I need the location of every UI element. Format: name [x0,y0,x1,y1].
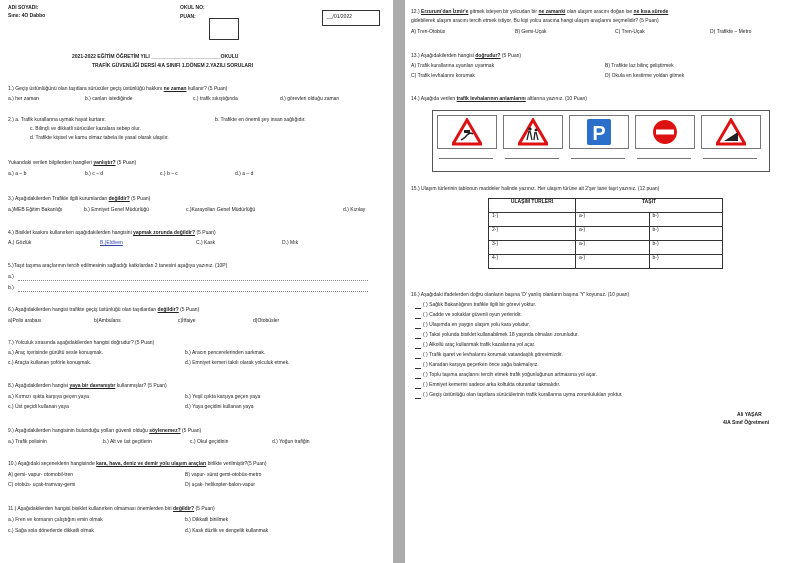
q11-option-d[interactable]: d.) Kask düzlik ve dengelik kullanmak [185,528,269,534]
q11-text: 11.) Aşağıdakilerden hangisi bisiklet kullanırken olmaması önemlerden biri değildir? (5 Puan) [8,506,215,512]
table-row [489,255,723,269]
q6-option-b[interactable]: b)Ambulans [94,318,121,324]
q14-text: 14.) Aşağıda verilen trafik levhalarının anlamlarını altlarına yazınız. (10 Puan) [411,96,587,102]
q10-text: 10.) Aşağıdaki seçeneklerin hangisinde kara, hava, deniz ve demir yolu ulaşım araçları birlikte verilmiştir?(5 Puan) [8,461,267,467]
q6-option-c[interactable]: c)İtfaiye [178,318,196,324]
q8-option-d[interactable]: d.) Yaya geçidini kullanan yaya [185,404,254,410]
q4-option-a[interactable]: A.) Gözlük [8,240,32,246]
slippery-road-icon [452,118,482,146]
q8-option-b[interactable]: b.) Yeşil ışıkta karşıya geçen yaya [185,394,261,400]
q4-option-d[interactable]: D.) Mık [282,240,299,246]
list-item[interactable]: ( ) Ulaşımda en yaygın ulaşım yolu kara yoludur. [423,322,530,328]
q7-option-c[interactable]: c.) Araçta kullanan şoförle konuşmak. [8,360,92,366]
q4-text: 4.) Bisiklet kaskını kullanırken aşağıdakilerden hangisini yapmak zorunda değildir? (5 Puan) [8,230,216,236]
vehicle-b-cell[interactable]: b-) [649,255,723,269]
row-number[interactable]: 1-) [489,213,576,227]
svg-text:P: P [592,123,606,145]
sign-children-crossing [503,115,563,149]
q2-statement-c: c. Bilinçli ve dikkatli sürücüler kazalara sebep olur. [30,126,141,132]
q12-option-a[interactable]: A) Tren-Otobüs [411,29,446,35]
answer-line-sign-4[interactable] [637,158,691,159]
q2-text: Yukarıdaki verilen bilgilerden hangileri yanlıştır? (5 Puan) [8,160,137,166]
list-item[interactable]: ( ) Taksi yolunda bisiklet kullanabilmek 18 yaşında olmaları zorunludur. [423,332,579,338]
q5-text: 5.)Taşıt taşıma araçlarının tercih edilmesinin sağladığı katkılardan 2 tanesini aşağıya yazınız. (10P) [8,263,228,269]
q2-option-d[interactable]: d.) a – d [235,171,254,177]
answer-line-sign-3[interactable] [571,158,625,159]
vehicle-a-cell[interactable]: a-) [576,227,650,241]
q2-option-a[interactable]: a.) a – b [8,171,27,177]
q1-option-d[interactable]: d.) görevleri olduğu zaman [280,96,340,102]
q7-option-b[interactable]: b.) Aracın pencerelerinden sarkmak. [185,350,266,356]
q10-option-b[interactable]: B) vapur- sürat gemi-otobüs-metro [185,472,262,478]
row-number[interactable]: 2-) [489,227,576,241]
score-box[interactable] [209,18,239,40]
q1-option-a[interactable]: a.) her zaman [8,96,39,102]
q12-option-b[interactable]: B) Gemi-Uçak [515,29,547,35]
q7-option-d[interactable]: d.) Emniyet kemeri takılı olarak yolculuk etmek. [185,360,290,366]
q8-text: 8.) Aşağıdakilerden hangisi yaya bir davranıştır kullanmışlar? (5 Puan) [8,383,167,389]
q9-option-b[interactable]: b.) Alt ve üst geçitlerin [103,439,152,445]
row-number[interactable]: 3-) [489,241,576,255]
list-item[interactable]: ( ) Toplu taşıma araçlarını tercih etmek trafik yoğunluğunun artmasına yol açar. [423,372,597,378]
q2-statement-a: 2.) a. Trafik kurallarına uymak hayat kurtarır. [8,117,106,123]
q10-option-c[interactable]: C) otobüs- uçak-tramvay-gemi [8,482,76,488]
answer-line-sign-2[interactable] [505,158,559,159]
q16-text: 16.) Aşağıdaki ifadelerden doğru olanların başına 'D' yanlış olanların başına 'Y' koyunuz. (10 puan) [411,292,630,298]
name-label: ADI SOYADI: [8,5,39,11]
exam-page-right [405,0,798,563]
q5-answer-a[interactable]: a.) [8,274,14,280]
q4-option-c[interactable]: C.) Kask [196,240,216,246]
q9-text: 9.) Aşağıdakilerden hangisinin bulunduğu yolları güvenli olduğu söylenemez? (5 Puan) [8,428,202,434]
vehicle-b-cell[interactable]: b-) [649,227,723,241]
teacher-name: Ali YAŞAR [737,412,762,418]
q9-option-d[interactable]: d.) Yoğun trafiğin [272,439,310,445]
list-item[interactable]: ( ) Alkollü araç kullanmak trafik kazalarına yol açar. [423,342,536,348]
q5-answer-b[interactable]: b.) [8,285,14,291]
date-field: __/01/2022 [327,14,353,20]
list-item[interactable]: ( ) Karadan karşıya geçerken önce sağa bakmalıyız. [423,362,539,368]
q11-option-c[interactable]: c.) Sağa sola dönerlerde dikkatli olmak [8,528,94,534]
q1-option-b[interactable]: b.) canları istediğinde [85,96,133,102]
q11-option-a[interactable]: a.) Fren ve kornanın çalıştığını emin olmak [8,517,103,523]
table-header-types: ULAŞIM TÜRLERİ [489,199,576,213]
table-row [489,213,723,227]
children-crossing-icon [518,118,548,146]
class-label: Sınıı: 4O Dabbo [8,13,46,19]
answer-blank[interactable] [415,323,421,329]
answer-line-sign-5[interactable] [703,158,757,159]
q3-option-b[interactable]: b.) Emniyet Genel Müdürlüğü [84,207,150,213]
exam-page-left [0,0,393,563]
q8-option-a[interactable]: a.) Kırmızı ışıkta karşıya geçen yaya [8,394,89,400]
steep-hill-icon [716,118,746,146]
answer-blank[interactable] [415,333,421,339]
answer-blank[interactable] [415,353,421,359]
answer-blank[interactable] [415,313,421,319]
q13-option-d[interactable]: D) Okula en kestirme yoldan gitmek [605,73,685,79]
q3-option-a[interactable]: a.)MEB Eğitim Bakanlığı [8,207,63,213]
q2-option-c[interactable]: c.) b – c [160,171,178,177]
sign-steep-hill [701,115,761,149]
q4-option-b[interactable]: B.)Eldiven [100,240,123,246]
vehicle-b-cell[interactable]: b-) [649,241,723,255]
parking-icon [584,118,614,146]
table-row [489,227,723,241]
q13-text: 13.) Aşağıdakilerden hangisi doğrudur? (5 Puan) [411,53,522,59]
q3-option-c[interactable]: c.)Karayolları Genel Müdürlüğü [186,207,256,213]
q3-text: 3.) Aşağıdakilerden Trafikle ilgili kurumlardan değildir? (5 Puan) [8,196,151,202]
answer-blank[interactable] [415,393,421,399]
list-item[interactable]: ( ) Emniyet kemerini sadece arka koltukta oturanlar takmalıdır. [423,382,561,388]
list-item[interactable]: ( ) Geçiş üstünlüğü olan taşıtlara sürücülerinin trafik kurallarına uyma zorunlulukları yoktur. [423,392,623,398]
q13-option-a[interactable]: A) Trafik kurallarına uyanları uyarmak [411,63,495,69]
q9-option-c[interactable]: c.) Okul geçidinin [190,439,229,445]
answer-blank[interactable] [415,373,421,379]
exam-title: 2021-2022 EĞİTİM ÖĞRETİM YILI _________________________OKULU [72,54,239,60]
list-item[interactable]: ( ) Trafik işaret ve levhalarını korumak vatandaşlık görevimizdir. [423,352,563,358]
answer-blank[interactable] [415,363,421,369]
q2-statement-b: b. Trafikte en önemli şey insan sağlığıdır. [215,117,306,123]
q1-option-c[interactable]: c.) trafik sıkıştığında [193,96,238,102]
sign-slippery-road [437,115,497,149]
q5-answer-line-b [18,291,368,292]
q9-option-a[interactable]: a.) Trafik polisinin [8,439,47,445]
q2-option-b[interactable]: b.) c – d [85,171,104,177]
answer-blank[interactable] [415,383,421,389]
q1-text: 1.) Geçiş üstünlüğünü olan taşıtlara sürücüler geçiş üstünlüğü hakkını ne zaman kullanır? (5 Puan) [8,86,228,92]
q3-option-d[interactable]: d.) Kızılay [343,207,366,213]
sign-parking [569,115,629,149]
q2-statement-d: d. Trafikte kişisel ve kamu olmaz tabela ile yasal olarak ulaşılır. [30,135,169,141]
q12-line2: gidebilerek ulaşım aracını tercih etmek istiyor. Bu kişi yolcu aracına hangi ulaşım araçlarını seçmelidir? (5 Puan) [411,18,659,24]
exam-subtitle: TRAFİK GÜVENLİĞİ DERSİ 4/A SINIFI 1.DÖNEM 2.YAZILI SORULARI [92,63,254,69]
q11-option-b[interactable]: b.) Dikkatli binilmek [185,517,229,523]
answer-blank[interactable] [415,303,421,309]
table-header-vehicles: TAŞIT [576,199,723,213]
answer-line-sign-1[interactable] [439,158,493,159]
score-label: PUAN: [180,14,196,20]
q6-text: 6.) Aşağıdakilerden hangisi trafikte geçiş üstünlüğü olan taşıtlardan değildir? (5 Puan) [8,307,200,313]
table-row [489,241,723,255]
answer-blank[interactable] [415,343,421,349]
q7-option-a[interactable]: a.) Araç içerisinde gürültü sesle konuşmak. [8,350,104,356]
sign-no-entry [635,115,695,149]
q10-option-d[interactable]: D) uçak- helikopter-balon-vapur [185,482,256,488]
q6-option-d[interactable]: d)Otobüsler [253,318,280,324]
q5-answer-line-a [18,280,368,281]
vehicle-a-cell[interactable]: a-) [576,213,650,227]
vehicle-a-cell[interactable]: a-) [576,255,650,269]
no-entry-icon [650,118,680,146]
list-item[interactable]: ( ) Cadde ve sokaklar güvenli oyun yerleridir. [423,312,522,318]
list-item[interactable]: ( ) Sağlık Bakanlığının trafikle ilgili bir görevi yoktur. [423,302,537,308]
q8-option-c[interactable]: c.) Üst geçidi kullanan yaya [8,404,69,410]
q15-text: 15.) Ulaşım türlerinin tablonun maddeler halinde yazınız. Her ulaşım türüne ait 2'şer tane taşıt yazınız. (12 puan) [411,186,660,192]
q10-option-a[interactable]: A) gemi- vapur- otomobil-tren [8,472,74,478]
q13-option-b[interactable]: B) Trafikte laz bilinç geliştirmek [605,63,674,69]
q12-option-d[interactable]: D) Trafikte – Metro [710,29,752,35]
q12-line1: 12.) Erzurum'dan İzmir'e gitmek isteyen bir yolcudan bir ne zamanki olan ulaşım aracını doğan ise ne kısa sürede [411,9,669,15]
vehicle-a-cell[interactable]: a-) [576,241,650,255]
row-number[interactable]: 4-) [489,255,576,269]
q12-option-c[interactable]: C) Tren-Uçak [615,29,645,35]
teacher-role: 4/A Sınıf Öğretmeni [723,420,770,426]
q6-option-a[interactable]: a)Polis arabası [8,318,42,324]
q13-option-c[interactable]: C) Trafik levhalarını korumak [411,73,475,79]
transport-table [488,198,723,269]
vehicle-b-cell[interactable]: b-) [649,213,723,227]
school-no-label: OKUL NO: [180,5,205,11]
q7-text: 7.) Yolculuk sırasında aşağıdakilerden hangisi doğrudur? (5 Puan) [8,340,155,346]
